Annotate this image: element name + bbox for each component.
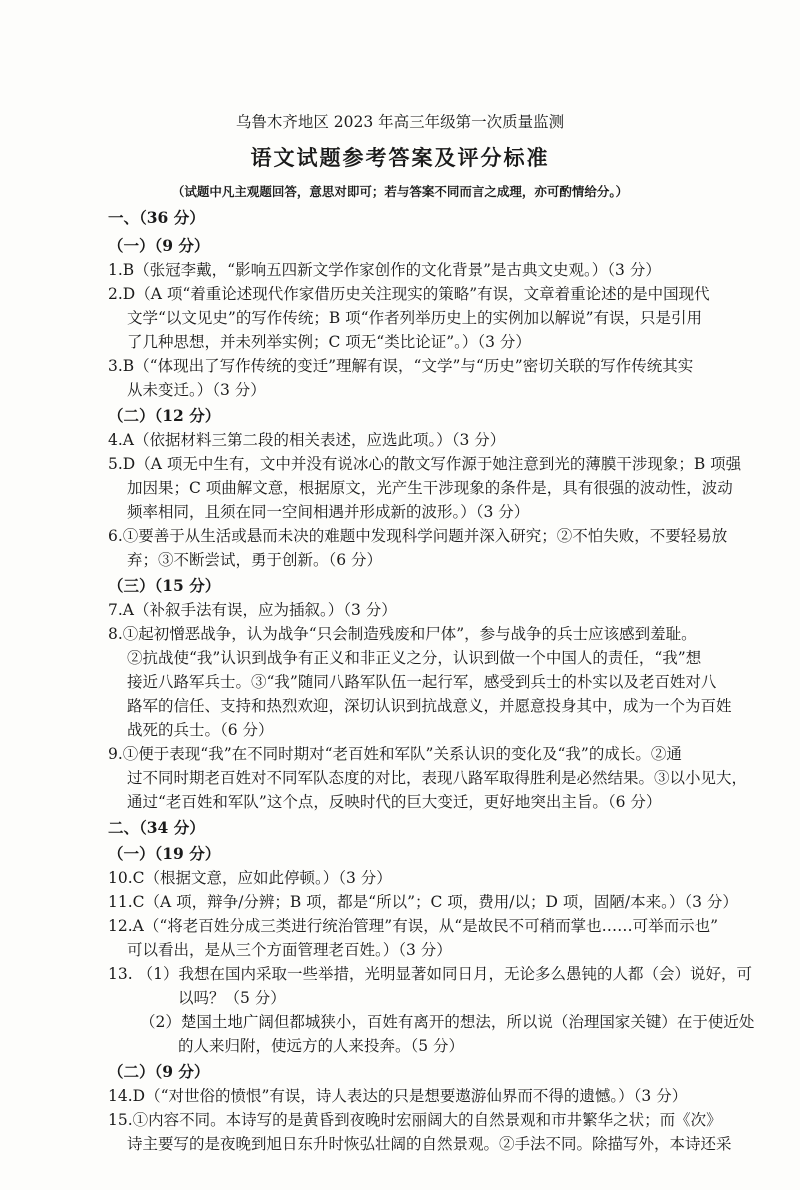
- answer-line: 12.A（“将老百姓分成三类进行统治管理”有误，从“是故民不可稍而掌也……可举而示也”: [108, 917, 719, 935]
- answer-line: 15.①内容不同。本诗写的是黄昏到夜晚时宏丽阔大的自然景观和市井繁华之状；而《次》: [108, 1111, 722, 1129]
- answer-line: 加因果；C 项曲解文意，根据原文，光产生干涉现象的条件是，具有很强的波动性，波动: [127, 479, 733, 497]
- answer-line: 5.D（A 项无中生有，文中并没有说冰心的散文写作源于她注意到光的薄膜干涉现象；B 项强: [108, 455, 742, 473]
- answer-line: 路军的信任、支持和热烈欢迎，深切认识到抗战意义，并愿意投身其中，成为一个为百姓: [127, 697, 732, 715]
- answer-line: 从未变迁。）（3 分）: [127, 381, 266, 399]
- section-heading: 一、（36 分）: [108, 208, 205, 227]
- answer-line: 通过“老百姓和军队”这个点，反映时代的巨大变迁，更好地突出主旨。（6 分）: [127, 793, 662, 811]
- grading-note: （试题中凡主观题回答，意思对即可；若与答案不同而言之成理，亦可酌情给分。）: [171, 184, 629, 199]
- answer-line: ②抗战使“我”认识到战争有正义和非正义之分，认识到做一个中国人的责任，“我”想: [127, 649, 702, 667]
- section-heading: （三）（15 分）: [108, 576, 221, 595]
- section-heading: （一）（9 分）: [108, 236, 210, 255]
- answer-line: 以吗？（5 分）: [178, 989, 286, 1007]
- answer-line: 可以看出，是从三个方面管理老百姓。）（3 分）: [127, 941, 452, 959]
- answer-line: 战死的兵士。（6 分）: [127, 721, 274, 739]
- answer-line: 过不同时期老百姓对不同军队态度的对比，表现八路军取得胜利是必然结果。③以小见大，: [127, 769, 748, 787]
- answer-line: 8.①起初憎恶战争，认为战争“只会制造残废和尸体”，参与战争的兵士应该感到羞耻。: [108, 625, 697, 643]
- section-heading: （二）（9 分）: [108, 1062, 210, 1081]
- answer-line: 的人来归附，使远方的人来投奔。（5 分）: [178, 1037, 465, 1055]
- answer-line: 9.①便于表现“我”在不同时期对“老百姓和军队”关系认识的变化及“我”的成长。②通: [108, 745, 682, 763]
- answer-line: 2.D（A 项“着重论述现代作家借历史关注现实的策略”有误，文章着重论述的是中国现代: [108, 285, 710, 303]
- answer-line: 频率相同，且须在同一空间相遇并形成新的波形。）（3 分）: [127, 503, 530, 521]
- page-title: 语文试题参考答案及评分标准: [250, 145, 550, 170]
- answer-line: 了几种思想，并未列举实例；C 项无“类比论证”。）（3 分）: [127, 333, 531, 351]
- answer-line: 11.C（A 项，辩争/分辨；B 项，都是“所以”；C 项，费用/以；D 项，固陋/本来。）（3 分）: [108, 893, 738, 911]
- answer-line: 4.A（依据材料三第二段的相关表述，应选此项。）（3 分）: [108, 431, 506, 449]
- section-heading: 二、（34 分）: [108, 818, 205, 837]
- answer-line: 弃；③不断尝试，勇于创新。（6 分）: [127, 551, 383, 569]
- answer-line: 6.①要善于从生活或悬而未决的难题中发现科学问题并深入研究；②不怕失败，不要轻易放: [108, 527, 728, 545]
- section-heading: （一）（19 分）: [108, 844, 221, 863]
- answer-line: 接近八路军兵士。③“我”随同八路军队伍一起行军，感受到兵士的朴实以及老百姓对八: [127, 673, 717, 691]
- answer-line: 14.D（“对世俗的愤恨”有误，诗人表达的只是想要遨游仙界而不得的遗憾。）（3 分）: [108, 1087, 688, 1105]
- exam-subtitle: 乌鲁木齐地区 2023 年高三年级第一次质量监测: [235, 113, 565, 131]
- answer-line: 13. （1）我想在国内采取一些举措，光明显著如同日月，无论多么愚钝的人都（会）说好，可: [108, 965, 752, 983]
- answer-line: 3.B（“体现出了写作传统的变迁”理解有误，“文学”与“历史”密切关联的写作传统其实: [108, 357, 694, 375]
- answer-line: 1.B（张冠李戴，“影响五四新文学作家创作的文化背景”是古典文史观。）（3 分）: [108, 261, 661, 279]
- answer-line: 7.A（补叙手法有误，应为插叙。）（3 分）: [108, 601, 397, 619]
- answer-line: 诗主要写的是夜晚到旭日东升时恢弘壮阔的自然景观。②手法不同。除描写外，本诗还采: [127, 1135, 732, 1153]
- section-heading: （二）（12 分）: [108, 406, 221, 425]
- answer-line: 文学“以文见史”的写作传统；B 项“作者列举历史上的实例加以解说”有误，只是引用: [127, 309, 703, 327]
- answer-line: （2）楚国土地广阔但都城狭小，百姓有离开的想法，所以说（治理国家关键）在于使近处: [140, 1013, 755, 1031]
- answer-line: 10.C（根据文意，应如此停顿。）（3 分）: [108, 869, 392, 887]
